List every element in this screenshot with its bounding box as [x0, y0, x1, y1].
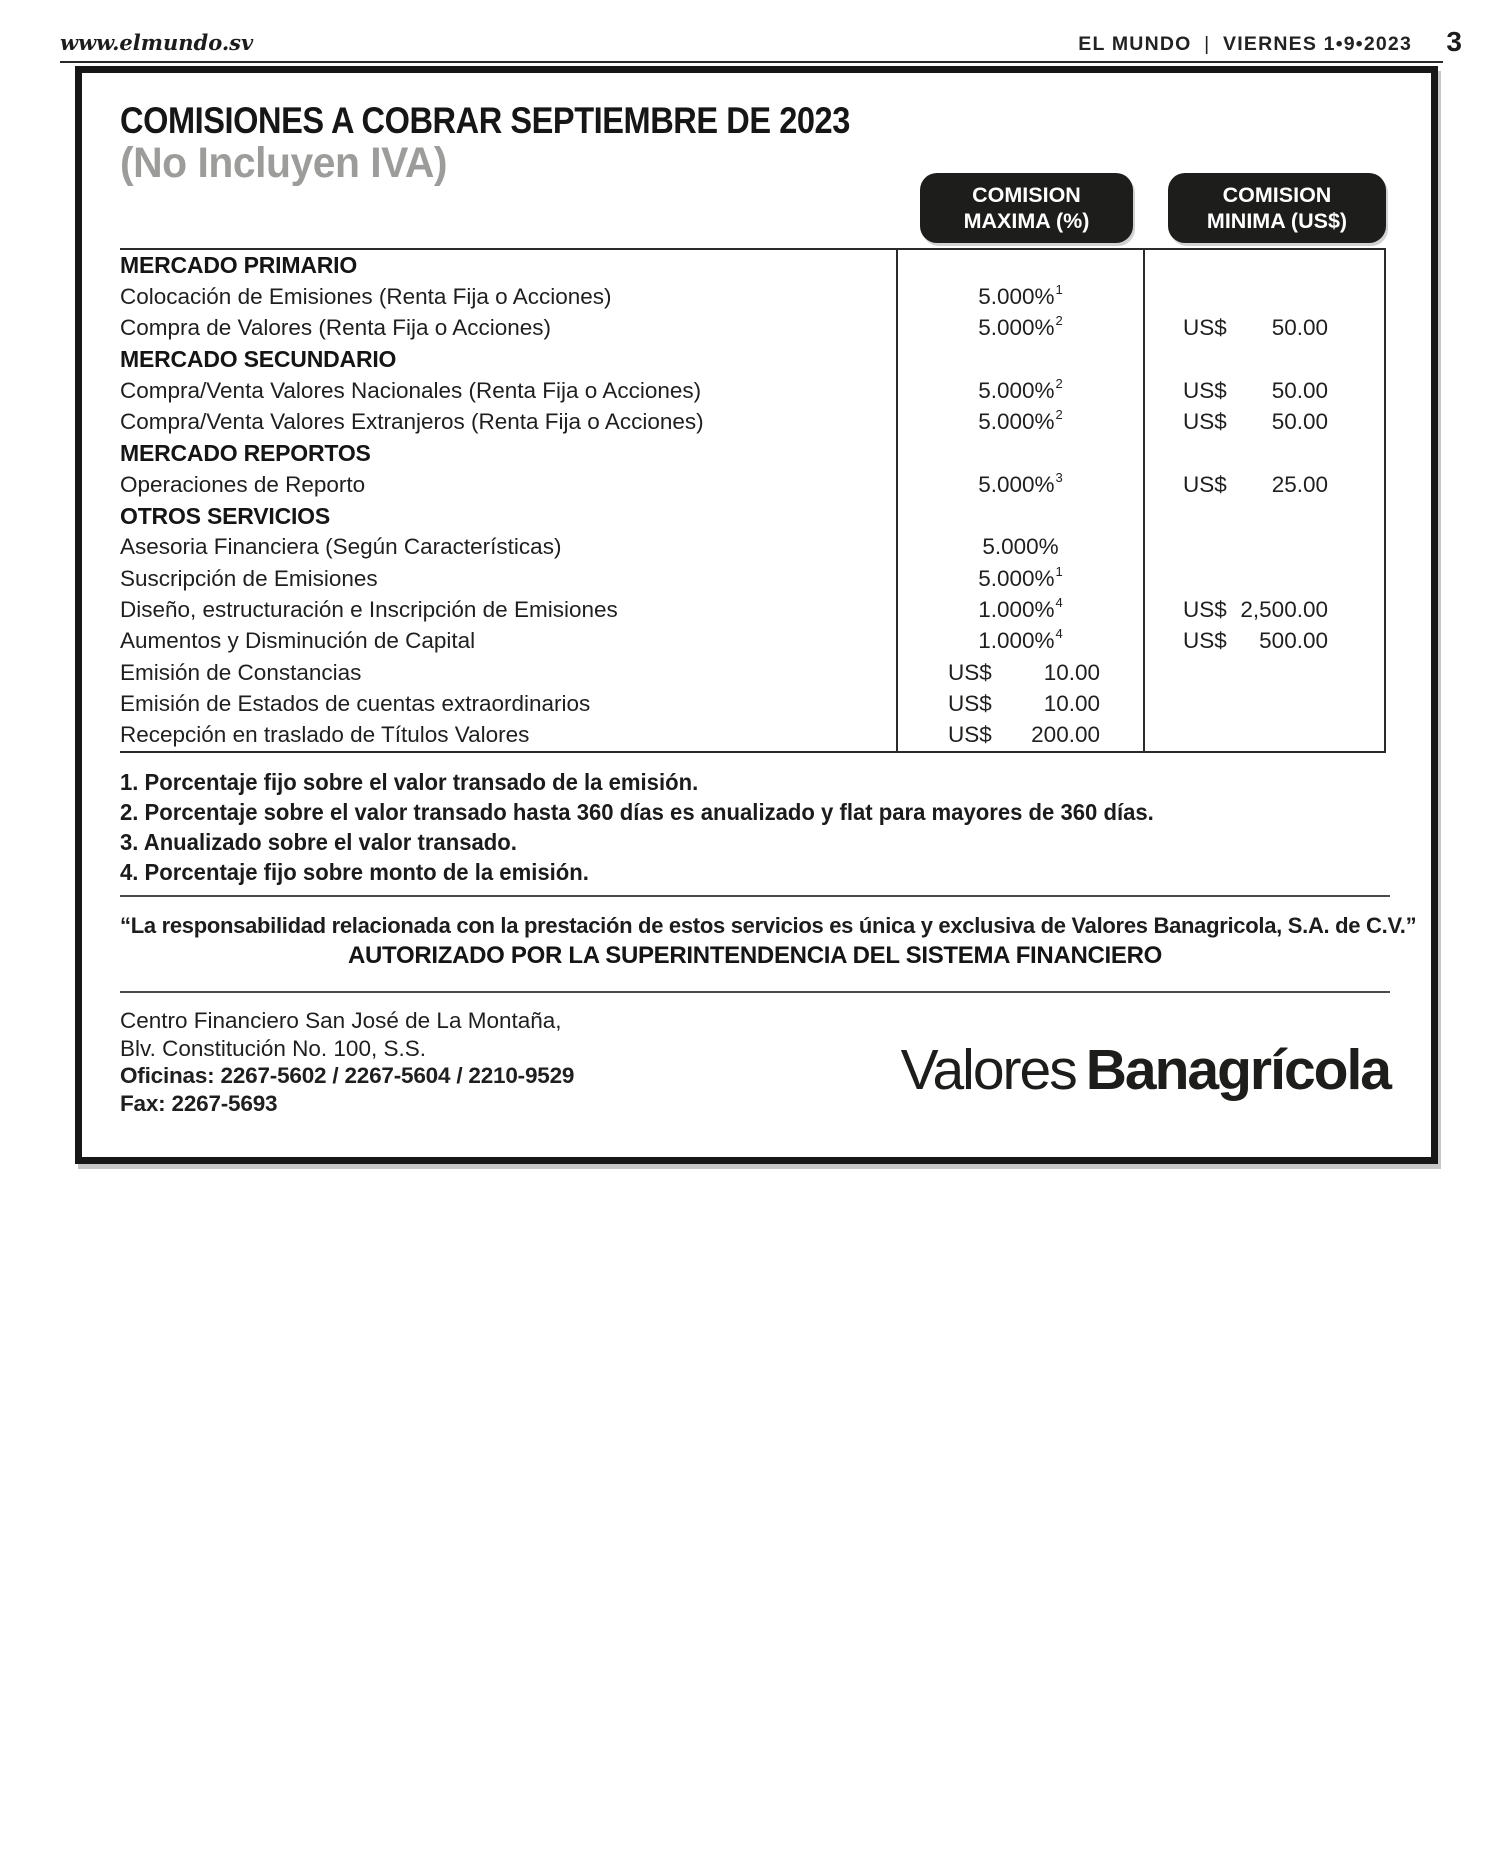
table-row [120, 720, 1386, 751]
max-amount: 10.00 [1043, 659, 1100, 685]
ad-title: COMISIONES A COBRAR SEPTIEMBRE DE 2023 [120, 100, 850, 141]
max-commission-cell [896, 688, 1143, 719]
max-commission-cell: 5.000% $^2$ [896, 375, 1143, 406]
service-label: Compra de Valores (Renta Fija o Acciones) [120, 315, 552, 341]
max-commission-cell: 5.000% $^2$ [896, 313, 1143, 344]
min-amount: 2,500.00 [1240, 597, 1328, 623]
footnote-3: 3. Anualizado sobre el valor transado. [120, 829, 517, 855]
service-label: Colocación de Emisiones (Renta Fija o Acciones) [120, 283, 612, 309]
max-commission-cell: 1.000% $^4$ [896, 594, 1143, 625]
service-label: Operaciones de Reporto [120, 471, 366, 497]
brand-word-banagricola: Banagrícola [1085, 1038, 1390, 1102]
min-commission-cell [1143, 720, 1386, 751]
min-commission-cell [1143, 563, 1386, 594]
site-url: www.elmundo.sv [60, 30, 254, 55]
footnote-1: 1. Porcentaje fijo sobre el valor transado de la emisión. [120, 769, 699, 795]
table-row [120, 626, 1386, 657]
min-commission-cell [1143, 438, 1386, 469]
service-label: Aumentos y Disminución de Capital [120, 628, 476, 654]
service-label: Emisión de Estados de cuentas extraordinarios [120, 691, 591, 717]
min-commission-cell [1143, 657, 1386, 688]
table-row [120, 250, 1386, 281]
min-commission-cell [1143, 281, 1386, 312]
table-row [120, 563, 1386, 594]
brand-word-valores: Valores [900, 1038, 1076, 1102]
currency-prefix: US$ [948, 691, 992, 717]
min-commission-cell [1143, 688, 1386, 719]
currency-prefix: US$ [948, 722, 992, 748]
min-commission-cell [1143, 501, 1386, 532]
max-amount: 10.00 [1043, 691, 1100, 717]
currency-prefix: US$ [1183, 377, 1227, 403]
max-commission-cell: 1.000% $^4$ [896, 626, 1143, 657]
ad-box [75, 66, 1438, 1164]
section-label: MERCADO SECUNDARIO [120, 346, 397, 373]
service-label: Compra/Venta Valores Nacionales (Renta Fija o Acciones) [120, 377, 702, 403]
column-header-comision-maxima [920, 173, 1133, 243]
page-number: 3 [1446, 26, 1462, 57]
service-label: Diseño, estructuración e Inscripción de Emisiones [120, 597, 618, 623]
table-row [120, 657, 1386, 688]
min-amount: 500.00 [1259, 628, 1328, 654]
max-percent-value: 1.000% [978, 597, 1055, 623]
min-commission-cell [1143, 594, 1386, 625]
max-commission-cell [896, 657, 1143, 688]
max-commission-cell: 5.000% $^2$ [896, 407, 1143, 438]
min-commission-cell [1143, 626, 1386, 657]
service-label: Recepción en traslado de Títulos Valores [120, 722, 530, 748]
min-commission-cell [1143, 375, 1386, 406]
min-amount: 25.00 [1271, 471, 1328, 497]
address-block [120, 1007, 574, 1117]
masthead: EL MUNDO [1078, 33, 1192, 55]
ad-subtitle: (No Incluyen IVA) [120, 139, 448, 187]
max-commission-cell [896, 438, 1143, 469]
table-row [120, 438, 1386, 469]
offices-phones: Oficinas: 2267-5602 / 2267-5604 / 2210-9529 [120, 1063, 575, 1088]
max-commission-cell [896, 532, 1143, 563]
min-commission-cell [1143, 407, 1386, 438]
table-row [120, 594, 1386, 625]
currency-prefix: US$ [1183, 409, 1227, 435]
min-commission-cell [1143, 469, 1386, 500]
max-commission-cell: 5.000% $^1$ [896, 281, 1143, 312]
max-commission-cell [896, 344, 1143, 375]
max-percent-value: 5.000% [982, 534, 1059, 560]
min-amount: 50.00 [1271, 409, 1328, 435]
table-row [120, 469, 1386, 500]
table-row [120, 688, 1386, 719]
min-amount: 50.00 [1271, 377, 1328, 403]
masthead-separator: | [1204, 33, 1211, 55]
column-header-line: COMISION [1222, 183, 1332, 207]
service-label: Compra/Venta Valores Extranjeros (Renta Fija o Acciones) [120, 409, 704, 435]
service-label: Emisión de Constancias [120, 659, 362, 685]
address-line-2: Blv. Constitución No. 100, S.S. [120, 1035, 426, 1061]
service-label: Suscripción de Emisiones [120, 565, 378, 591]
fax-number: Fax: 2267-5693 [120, 1090, 278, 1116]
footnote-2: 2. Porcentaje sobre el valor transado hasta 360 días es anualizado y flat para mayores de 360 días. [120, 799, 1154, 825]
max-percent-value: 5.000% [978, 471, 1055, 497]
max-amount: 200.00 [1031, 722, 1100, 748]
min-commission-cell [1143, 313, 1386, 344]
brand-logo [901, 1035, 1390, 1105]
masthead-dateline [1078, 33, 1412, 56]
section-label: MERCADO REPORTOS [120, 440, 371, 467]
section-label: OTROS SERVICIOS [120, 502, 331, 529]
disclaimer-quote: “La responsabilidad relacionada con la prestación de estos servicios es única y exclusiva de Valores Banagricola, S.A. de C.V.” [120, 913, 1417, 938]
currency-prefix: US$ [948, 659, 992, 685]
footnote-4: 4. Porcentaje fijo sobre monto de la emisión. [120, 859, 589, 885]
min-commission-cell [1143, 344, 1386, 375]
table-row [120, 407, 1386, 438]
max-percent-value: 5.000% [978, 565, 1055, 591]
authorized-text: AUTORIZADO POR LA SUPERINTENDENCIA DEL SISTEMA FINANCIERO [347, 942, 1163, 969]
max-percent-value: 5.000% [978, 409, 1055, 435]
address-line-1: Centro Financiero San José de La Montaña, [120, 1008, 562, 1033]
divider-rule-bottom [120, 991, 1390, 993]
min-commission-cell [1143, 532, 1386, 563]
max-commission-cell [896, 720, 1143, 751]
max-percent-value: 5.000% [978, 283, 1055, 309]
table-row [120, 281, 1386, 312]
header-rule [60, 61, 1443, 63]
column-header-line: MAXIMA (%) [963, 209, 1090, 233]
max-commission-cell: 5.000% $^3$ [896, 469, 1143, 500]
column-header-line: COMISION [972, 183, 1081, 207]
max-commission-cell: 5.000% $^1$ [896, 563, 1143, 594]
issue-date: VIERNES 1•9•2023 [1223, 33, 1412, 55]
column-header-comision-minima [1168, 173, 1386, 243]
currency-prefix: US$ [1183, 597, 1227, 623]
min-commission-cell [1143, 250, 1386, 281]
table-row [120, 313, 1386, 344]
currency-prefix: US$ [1183, 315, 1227, 341]
max-percent-value: 1.000% [978, 628, 1055, 654]
max-percent-value: 5.000% [978, 377, 1055, 403]
table-row [120, 501, 1386, 532]
min-amount: 50.00 [1271, 315, 1328, 341]
table-row [120, 344, 1386, 375]
footnotes [120, 767, 1154, 887]
max-percent-value: 5.000% [978, 315, 1055, 341]
currency-prefix: US$ [1183, 471, 1227, 497]
commissions-table [120, 248, 1386, 753]
currency-prefix: US$ [1183, 628, 1227, 654]
max-commission-cell [896, 250, 1143, 281]
divider-rule-top [120, 895, 1390, 897]
section-label: MERCADO PRIMARIO [120, 252, 358, 279]
service-label: Asesoria Financiera (Según Características) [120, 534, 562, 560]
table-row [120, 532, 1386, 563]
column-header-line: MINIMA (US$) [1206, 209, 1348, 233]
max-commission-cell [896, 501, 1143, 532]
table-row [120, 375, 1386, 406]
